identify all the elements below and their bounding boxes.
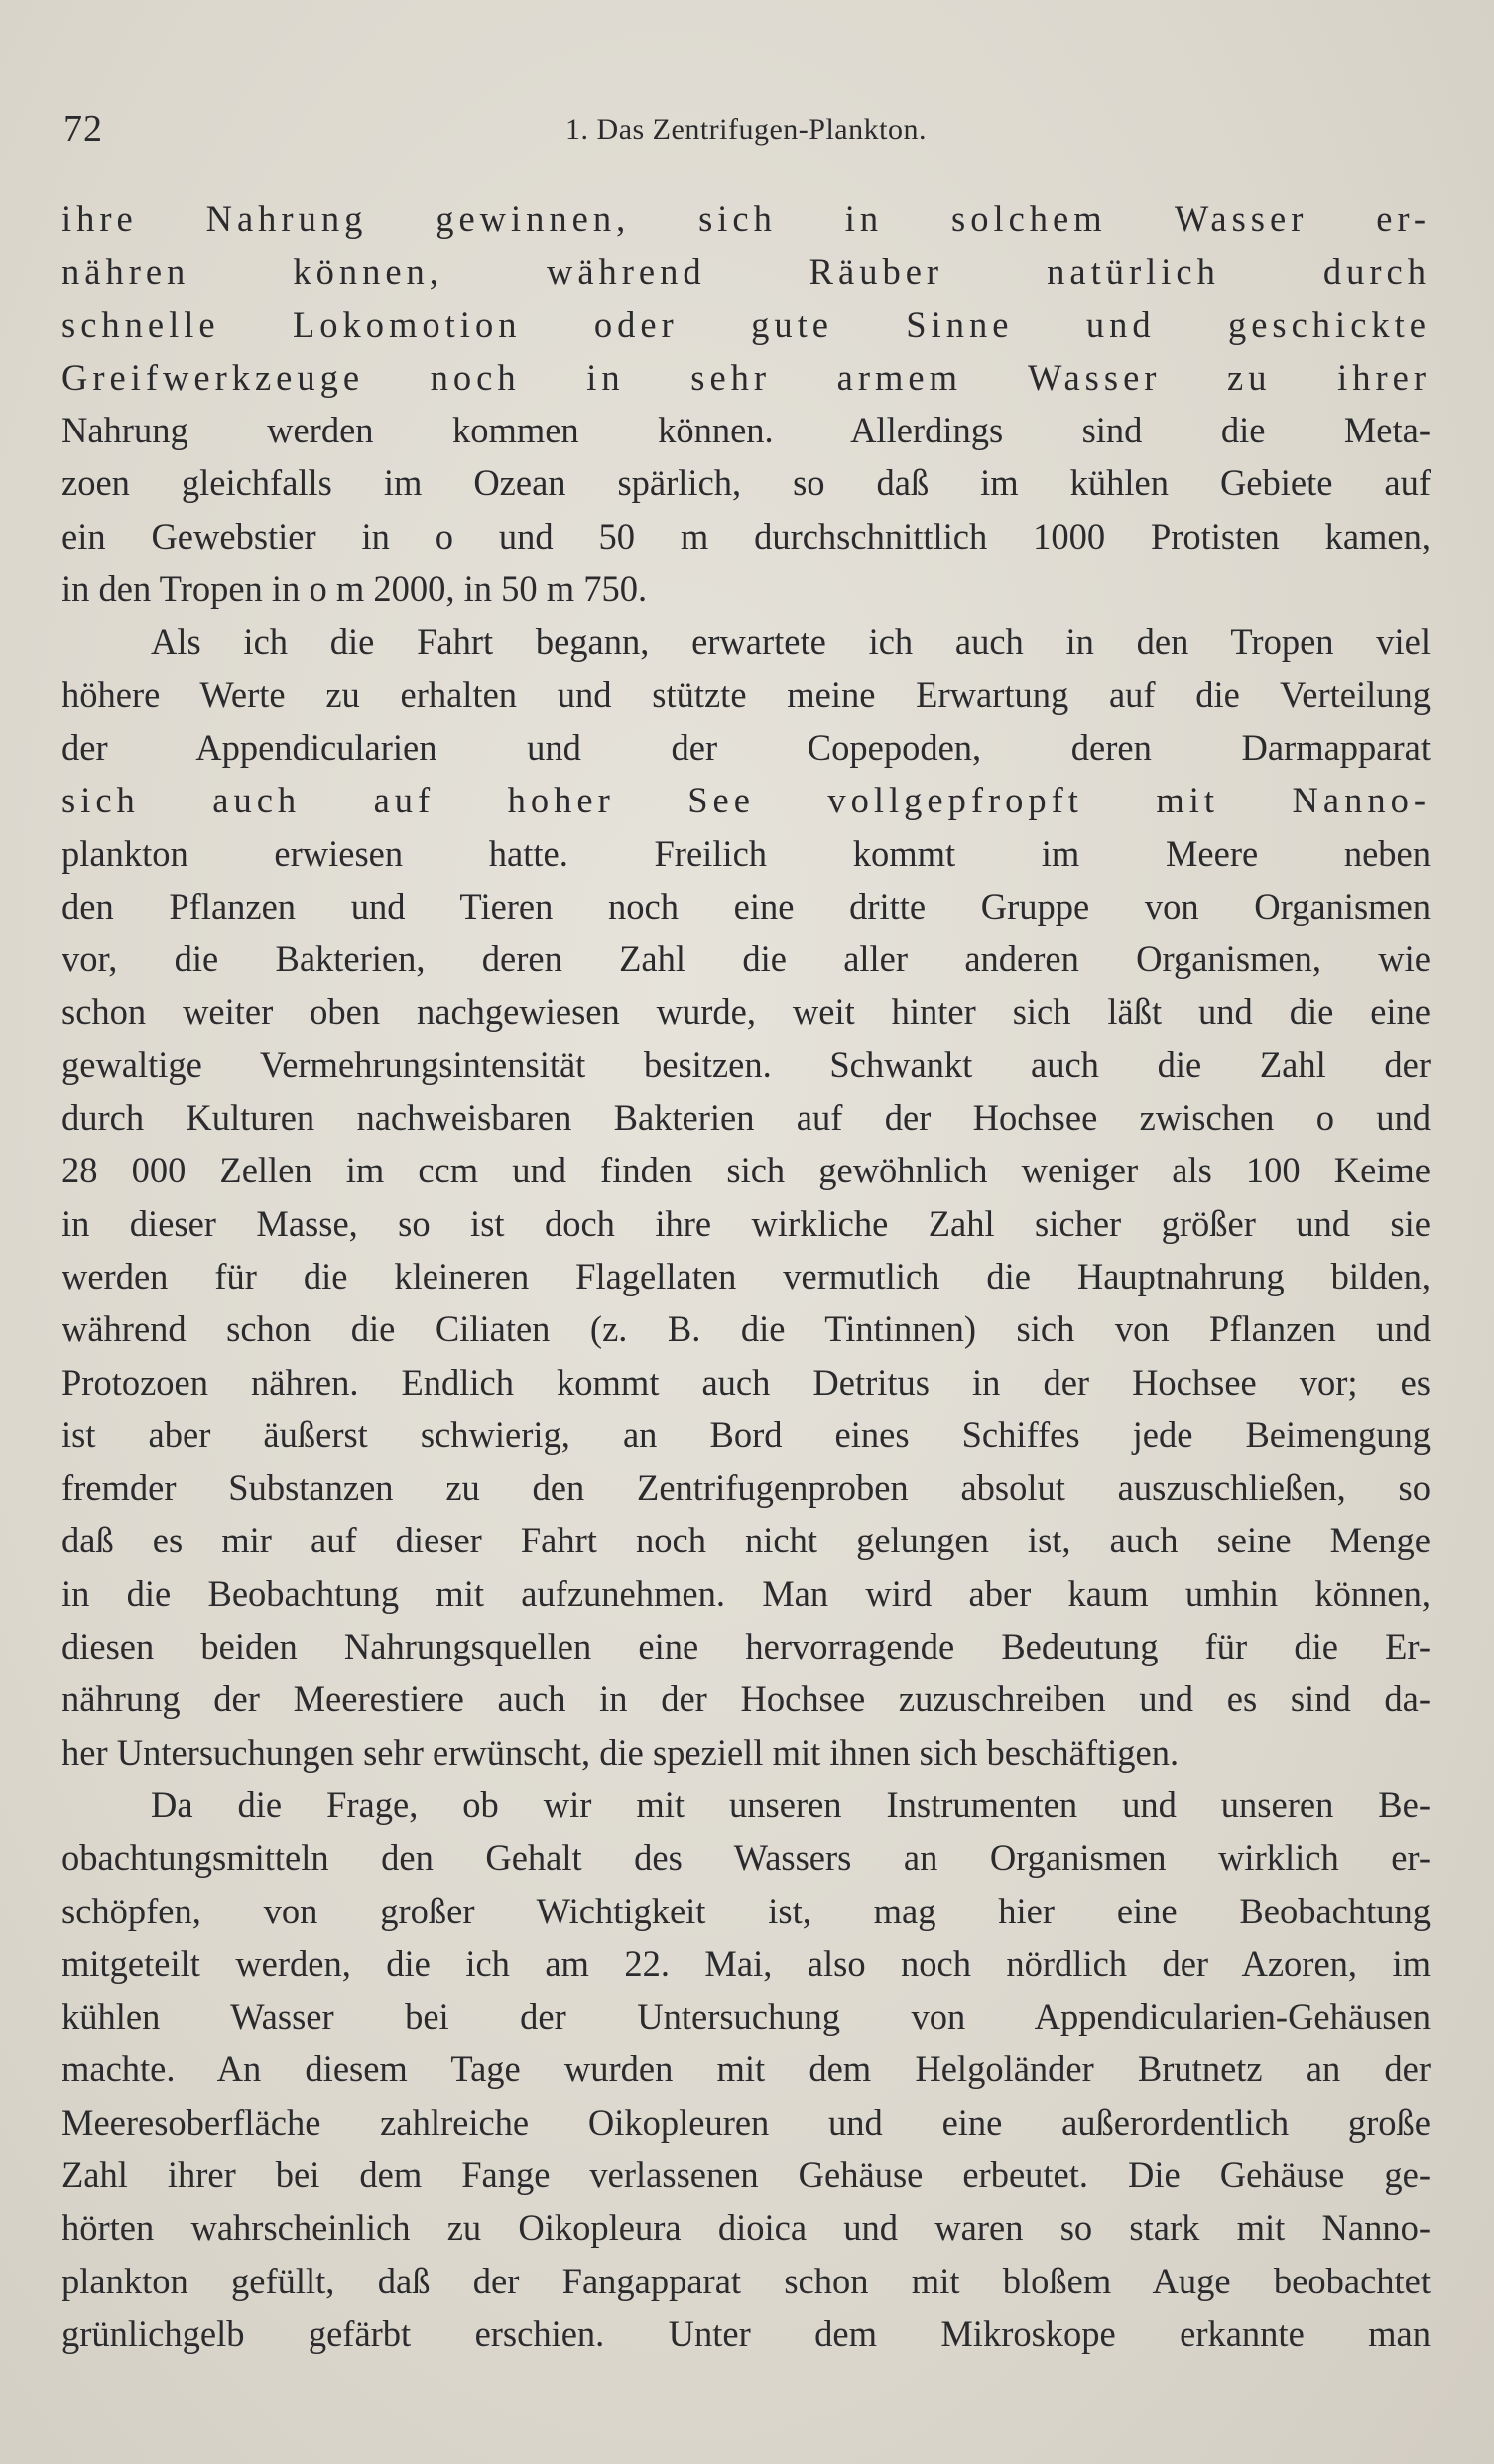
text-line: her Untersuchungen sehr erwünscht, die speziell mit ihnen sich beschäftigen. [62, 1731, 1180, 1773]
text-line: den Pflanzen und Tieren noch eine dritte Gruppe von Organismen [62, 885, 1431, 926]
text-line: grünlichgelb gefärbt erschien. Unter dem Mikroskope erkannte man [62, 2312, 1431, 2354]
text-line: plankton erwiesen hatte. Freilich kommt im Meere neben [62, 832, 1431, 874]
text-line: fremder Substanzen zu den Zentrifugenproben absolut auszuschließen, so [62, 1467, 1431, 1509]
text-line: Protozoen nähren. Endlich kommt auch Detritus in der Hochsee vor; es [62, 1361, 1431, 1403]
text-line: ein Gewebstier in o und 50 m durchschnittlich 1000 Protisten kamen, [62, 515, 1431, 556]
text-line: in den Tropen in o m 2000, in 50 m 750. [62, 568, 648, 610]
text-line: nährung der Meerestiere auch in der Hochsee zuzuschreiben und es sind da- [62, 1678, 1431, 1720]
text-line: Greifwerkzeuge noch in sehr armem Wasser zu ihrer [62, 356, 1431, 398]
text-line: vor, die Bakterien, deren Zahl die aller anderen Organismen, wie [62, 938, 1431, 980]
text-line: der Appendicularien und der Copepoden, deren Darmapparat [62, 726, 1431, 768]
text-line: schöpfen, von großer Wichtigkeit ist, mag hier eine Beobachtung [62, 1890, 1431, 1931]
text-line: obachtungsmitteln den Gehalt des Wassers an Organismen wirklich er- [62, 1837, 1431, 1879]
text-line: werden für die kleineren Flagellaten vermutlich die Hauptnahrung bilden, [62, 1255, 1431, 1296]
text-line: Als ich die Fahrt begann, erwartete ich auch in den Tropen viel [151, 621, 1431, 663]
text-line: Da die Frage, ob wir mit unseren Instrumenten und unseren Be- [151, 1784, 1431, 1825]
text-line: durch Kulturen nachweisbaren Bakterien auf der Hochsee zwischen o und [62, 1097, 1431, 1139]
text-line: in die Beobachtung mit aufzunehmen. Man wird aber kaum umhin können, [62, 1572, 1431, 1614]
text-line: ist aber äußerst schwierig, an Bord eines Schiffes jede Beimengung [62, 1414, 1431, 1455]
text-line: daß es mir auf dieser Fahrt noch nicht gelungen ist, auch seine Menge [62, 1520, 1431, 1561]
text-line: schnelle Lokomotion oder gute Sinne und geschickte [62, 304, 1431, 345]
text-line: sich auch auf hoher See vollgepfropft mit Nanno- [62, 780, 1431, 821]
text-line: höhere Werte zu erhalten und stützte meine Erwartung auf die Verteilung [62, 674, 1431, 715]
text-line: 28 000 Zellen im ccm und finden sich gewöhnlich weniger als 100 Keime [62, 1150, 1431, 1191]
text-line: Nahrung werden kommen können. Allerdings sind die Meta- [62, 410, 1431, 451]
text-line: ihre Nahrung gewinnen, sich in solchem Wasser er- [62, 198, 1431, 239]
text-line: nähren können, während Räuber natürlich durch [62, 251, 1431, 293]
text-line: Meeresoberfläche zahlreiche Oikopleuren und eine außerordentlich große [62, 2101, 1431, 2143]
text-line: in dieser Masse, so ist doch ihre wirkliche Zahl sicher größer und sie [62, 1202, 1431, 1244]
text-line: hörten wahrscheinlich zu Oikopleura dioica und waren so stark mit Nanno- [62, 2207, 1431, 2249]
text-line: machte. An diesem Tage wurden mit dem Helgoländer Brutnetz an der [62, 2048, 1431, 2090]
body-text [62, 192, 1431, 2360]
text-line: mitgeteilt werden, die ich am 22. Mai, also noch nördlich der Azoren, im [62, 1942, 1431, 1984]
text-line: schon weiter oben nachgewiesen wurde, weit hinter sich läßt und die eine [62, 991, 1431, 1033]
text-line: Zahl ihrer bei dem Fange verlassenen Gehäuse erbeutet. Die Gehäuse ge- [62, 2154, 1431, 2195]
text-line: kühlen Wasser bei der Untersuchung von Appendicularien-Gehäusen [62, 1996, 1431, 2037]
page-number: 72 [63, 108, 103, 150]
text-line: plankton gefüllt, daß der Fangapparat schon mit bloßem Auge beobachtet [62, 2260, 1431, 2301]
text-line: während schon die Ciliaten (z. B. die Tintinnen) sich von Pflanzen und [62, 1308, 1431, 1350]
text-line: diesen beiden Nahrungsquellen eine hervorragende Bedeutung für die Er- [62, 1626, 1431, 1667]
running-title: 1. Das Zentrifugen-Plankton. [565, 113, 927, 146]
page-header [63, 99, 1429, 159]
text-line: gewaltige Vermehrungsintensität besitzen. Schwankt auch die Zahl der [62, 1044, 1431, 1085]
text-line: zoen gleichfalls im Ozean spärlich, so daß im kühlen Gebiete auf [62, 462, 1431, 504]
